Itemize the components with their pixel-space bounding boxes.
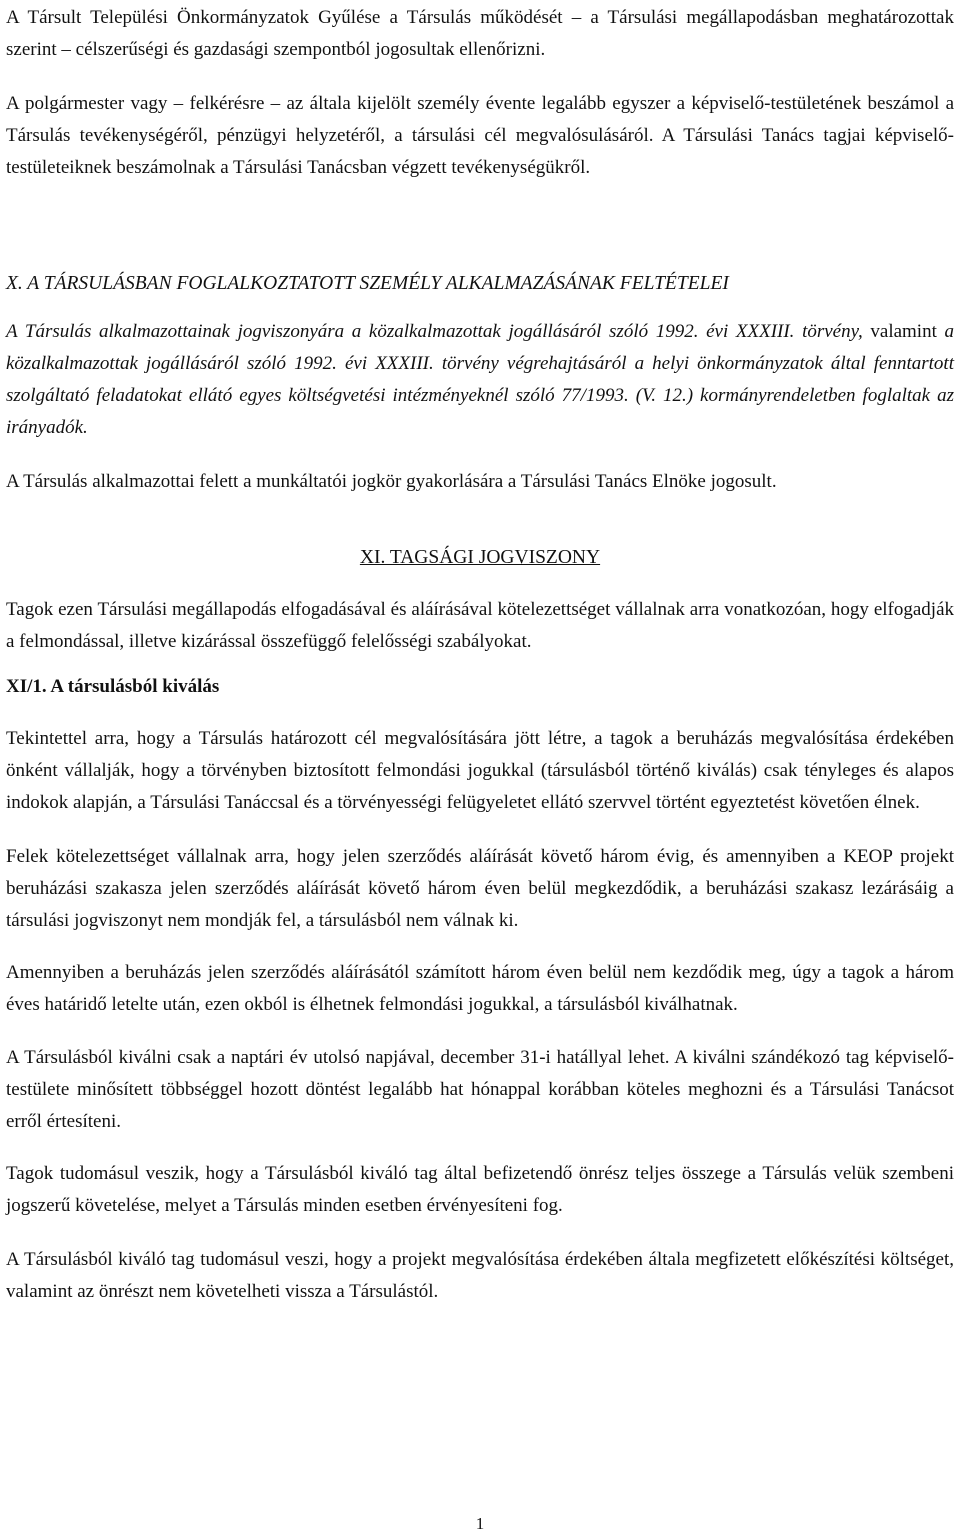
section-xi-paragraph-amennyiben: Amennyiben a beruházás jelen szerződés aláírásától számított három éven belül nem kezdődik meg, úgy a tagok a három éves határidő letelte után, ezen okból is élhetnek felmondási jogukkal, a társulásból kiválhatnak. <box>6 962 954 1015</box>
document-page <box>6 0 954 1308</box>
paragraph-gyules-ellenorzes: A Társult Települési Önkormányzatok Gyűlése a Társulás működését – a Társulási megállapodásban meghatározottak szerint – célszerűségi és gazdasági szempontból jogosultak ellenőrizni. <box>6 7 954 60</box>
subsection-xi1-title: XI/1. A társulásból kiválás <box>6 676 220 697</box>
section-xi-paragraph-onresz: Tagok tudomásul veszik, hogy a Társulásból kiváló tag által befizetendő önrész teljes összege a Társulás velük szembeni jogszerű követelése, melyet a Társulás minden esetben érvényesíteni fog. <box>6 1163 954 1216</box>
section-x-title: X. A TÁRSULÁSBAN FOGLALKOZTATOTT SZEMÉLY ALKALMAZÁSÁNAK FELTÉTELEI <box>6 273 729 294</box>
section-xi-paragraph-kivalni: A Társulásból kiválni csak a naptári év utolsó napjával, december 31-i hatállyal lehet. A kiválni szándékozó tag képviselő-testülete minősített többséggel hozott döntést legalább hat hónappal korábban köteles meghozni és a Társulási Tanácsot erről értesíteni. <box>6 1047 954 1132</box>
section-x-paragraph-jogviszony <box>6 316 954 444</box>
section-xi-paragraph-tekintettel: Tekintettel arra, hogy a Társulás határozott cél megvalósítására jött létre, a tagok a beruházás megvalósítása érdekében önként vállalják, hogy a törvényben biztosított felmondási jogukkal (társulásból történő kiválás) csak tényleges és alapos indokok alapján, a Társulási Tanáccsal és a törvényességi felügyeletet ellátó szervvel történt egyeztetést követően élnek. <box>6 728 954 813</box>
section-x-paragraph-munkaltatoi-jogkor: A Társulás alkalmazottai felett a munkáltatói jogkör gyakorlására a Társulási Tanács Elnöke jogosult. <box>6 471 777 492</box>
section-xi-paragraph-tagok: Tagok ezen Társulási megállapodás elfogadásával és aláírásával kötelezettséget vállalnak arra vonatkozóan, hogy elfogadják a felmondással, illetve kizárással összefüggő felelősségi szabályokat. <box>6 599 954 652</box>
section-x-text-regular: valamint <box>862 321 945 342</box>
section-xi-title: XI. TAGSÁGI JOGVISZONY <box>359 547 601 568</box>
section-x-text-italic-b: a közalkalmazottak jogállásáról szóló 1992. évi XXXIII. törvény végrehajtásáról a helyi önkormányzatok által fenntartott szolgáltató feladatokat ellátó egyes költségvetési intézményeknél szóló 77/1993. (V. 12.) kormányrendeletben foglaltak az irányadók. <box>6 321 954 438</box>
section-xi-paragraph-felek: Felek kötelezettséget vállalnak arra, hogy jelen szerződés aláírását követő három évig, és amennyiben a KEOP projekt beruházási szakasza jelen szerződés aláírását követő három éven belül megkezdődik, a beruházási szakasz lezárásáig a társulási jogviszonyt nem mondják fel, a társulásból nem válnak ki. <box>6 846 954 931</box>
section-xi-paragraph-elokeszitesi: A Társulásból kiváló tag tudomásul veszi, hogy a projekt megvalósítása érdekében általa megfizetett előkészítési költséget, valamint az önrészt nem követelheti vissza a Társulástól. <box>6 1249 954 1302</box>
page-number: 1 <box>475 1514 485 1533</box>
section-x-text-italic-a: A Társulás alkalmazottainak jogviszonyára a közalkalmazottak jogállásáról szóló 1992. évi XXXIII. törvény, <box>6 321 863 342</box>
paragraph-polgarmester-beszamolo: A polgármester vagy – felkérésre – az általa kijelölt személy évente legalább egyszer a képviselő-testületének beszámol a Társulás tevékenységéről, pénzügyi helyzetéről, a társulási cél megvalósulásáról. A Társulási Tanács tagjai képviselő-testületeiknek beszámolnak a Társulási Tanácsban végzett tevékenységükről. <box>6 93 954 178</box>
